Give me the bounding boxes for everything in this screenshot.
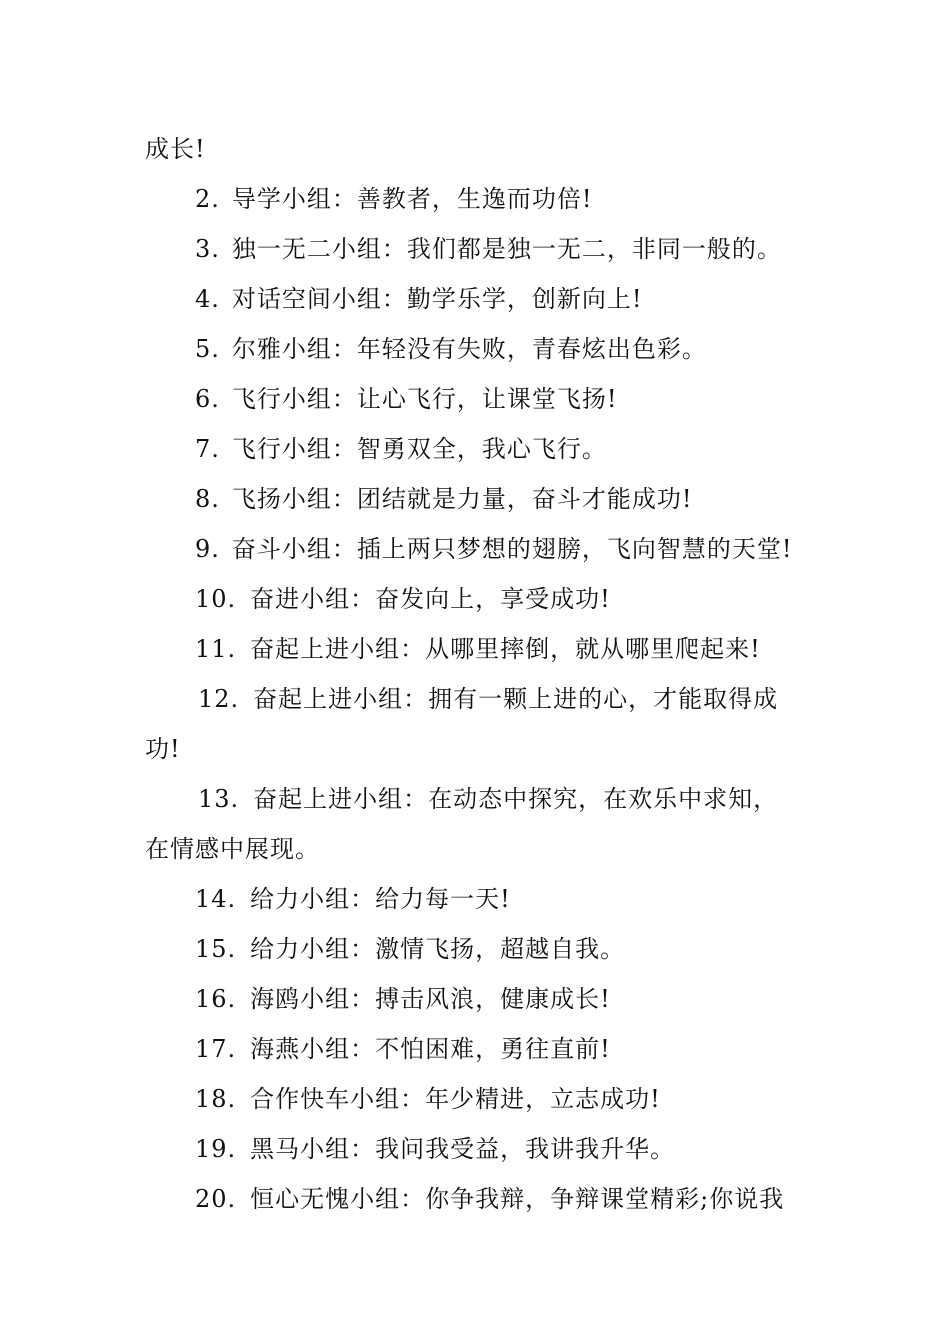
item-text: 飞行小组：让心飞行，让课堂飞扬! [231, 385, 618, 413]
item-number: 16. [195, 985, 237, 1013]
list-item-3 [195, 234, 782, 264]
text-line-continuation [145, 134, 206, 164]
text-line-continuation [145, 834, 320, 864]
item-text: 黑马小组：我问我受益，我讲我升华。 [250, 1135, 676, 1163]
item-text: 海鸥小组：搏击风浪，健康成长! [250, 985, 611, 1013]
list-item-4 [195, 284, 643, 314]
item-text: 合作快车小组：年少精进，立志成功! [250, 1085, 661, 1113]
item-number: 4. [195, 285, 220, 313]
item-number: 6. [195, 385, 220, 413]
list-item-5 [195, 334, 707, 364]
list-item-17 [195, 1034, 611, 1064]
line-text: 成长! [145, 135, 206, 163]
item-text: 独一无二小组：我们都是独一无二，非同一般的。 [231, 235, 782, 263]
line-text: 功! [145, 735, 181, 763]
item-number: 13. [198, 785, 240, 813]
item-number: 17. [195, 1035, 237, 1063]
list-item-11 [195, 634, 761, 664]
list-item-10 [195, 584, 611, 614]
item-number: 8. [195, 485, 220, 513]
item-number: 12. [198, 685, 240, 713]
list-item-9 [195, 534, 793, 564]
item-text: 对话空间小组：勤学乐学，创新向上! [231, 285, 643, 313]
item-number: 2. [195, 185, 220, 213]
list-item-13 [198, 784, 778, 814]
item-text: 导学小组：善教者，生逸而功倍! [231, 185, 593, 213]
item-text: 海燕小组：不怕困难，勇往直前! [250, 1035, 611, 1063]
list-item-14 [195, 884, 511, 914]
item-number: 9. [195, 535, 220, 563]
list-item-15 [195, 934, 625, 964]
item-text: 奋斗小组：插上两只梦想的翅膀，飞向智慧的天堂! [231, 535, 793, 563]
item-text: 给力小组：给力每一天! [250, 885, 511, 913]
item-text: 奋起上进小组：从哪里摔倒，就从哪里爬起来! [250, 635, 761, 663]
item-number: 11. [195, 635, 237, 663]
item-text: 飞扬小组：团结就是力量，奋斗才能成功! [231, 485, 693, 513]
list-item-2 [195, 184, 593, 214]
item-number: 18. [195, 1085, 237, 1113]
list-item-19 [195, 1134, 675, 1164]
item-number: 15. [195, 935, 237, 963]
text-line-continuation [145, 734, 181, 764]
line-text: 在情感中展现。 [145, 835, 320, 863]
list-item-20 [195, 1184, 784, 1214]
list-item-6 [195, 384, 618, 414]
list-item-18 [195, 1084, 661, 1114]
item-number: 3. [195, 235, 220, 263]
item-number: 5. [195, 335, 220, 363]
item-number: 19. [195, 1135, 237, 1163]
item-text: 奋起上进小组：在动态中探究，在欢乐中求知， [253, 785, 779, 813]
item-number: 10. [195, 585, 237, 613]
list-item-7 [195, 434, 607, 464]
item-number: 20. [195, 1185, 237, 1213]
item-text: 恒心无愧小组：你争我辩，争辩课堂精彩;你说我 [250, 1185, 785, 1213]
list-item-12 [198, 684, 778, 714]
list-item-16 [195, 984, 611, 1014]
item-text: 给力小组：激情飞扬，超越自我。 [250, 935, 626, 963]
item-number: 7. [195, 435, 220, 463]
item-text: 尔雅小组：年轻没有失败，青春炫出色彩。 [231, 335, 707, 363]
list-item-8 [195, 484, 693, 514]
item-text: 奋进小组：奋发向上，享受成功! [250, 585, 611, 613]
item-text: 飞行小组：智勇双全，我心飞行。 [231, 435, 607, 463]
item-number: 14. [195, 885, 237, 913]
item-text: 奋起上进小组：拥有一颗上进的心，才能取得成 [253, 685, 779, 713]
